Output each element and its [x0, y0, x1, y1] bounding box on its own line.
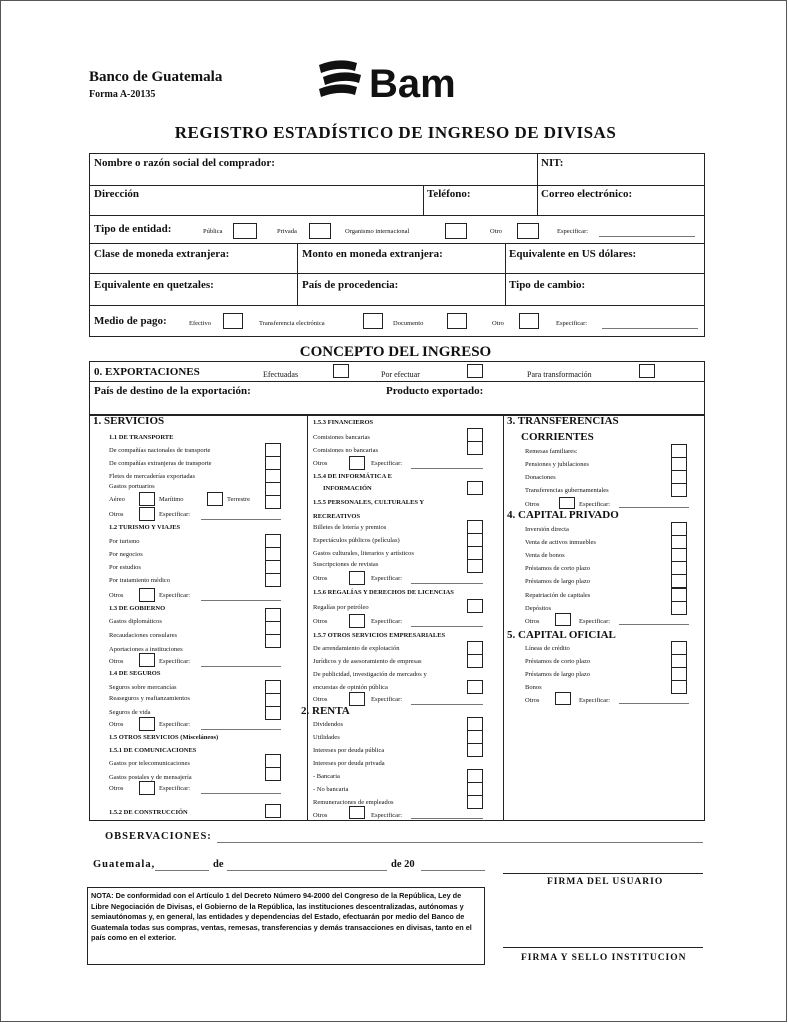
- especificar-field[interactable]: [201, 729, 281, 730]
- informatica-header: 1.5.4 DE INFORMÁTICA E: [313, 473, 392, 480]
- capital-privado-item: Préstamos de corto plazo: [525, 565, 591, 572]
- bam-logo: [317, 57, 477, 105]
- entity-otro-label: Otro: [490, 228, 502, 235]
- especificar-field[interactable]: [411, 818, 483, 819]
- especificar-field[interactable]: [201, 519, 281, 520]
- checkbox[interactable]: [467, 481, 483, 495]
- transferencias-item: Remesas familiares:: [525, 448, 578, 455]
- checkbox[interactable]: [265, 634, 281, 648]
- otros-label: Otros: [109, 785, 124, 792]
- capital-oficial-item: Líneas de crédito: [525, 645, 570, 652]
- checkbox[interactable]: [265, 621, 281, 635]
- checkbox[interactable]: [467, 680, 483, 694]
- renta-item: Remuneraciones de empleados: [313, 799, 394, 806]
- signature-line: [503, 947, 703, 948]
- exchange-rate-label: Tipo de cambio:: [509, 279, 586, 291]
- date-de-label: de: [213, 859, 224, 870]
- checkbox[interactable]: [467, 795, 483, 809]
- financieros-header: 1.5.3 FINANCIEROS: [313, 419, 374, 426]
- transferencias-header-cont: CORRIENTES: [521, 431, 594, 443]
- checkbox[interactable]: [467, 654, 483, 668]
- capital-oficial-item: Préstamos de corto plazo: [525, 658, 591, 665]
- personales-item: Gastos culturales, literarios y artísticos: [313, 550, 414, 557]
- otros-label: Otros: [313, 618, 328, 625]
- para-transformacion-label: Para transformación: [527, 370, 592, 379]
- concepto-title: CONCEPTO DEL INGRESO: [299, 344, 492, 360]
- personales-header: 1.5.5 PERSONALES, CULTURALES Y: [313, 499, 425, 506]
- comunicaciones-item: Gastos postales y de mensajería: [109, 774, 192, 781]
- turismo-item: Por tratamiento médico: [109, 577, 171, 584]
- especificar-field[interactable]: [619, 507, 689, 508]
- especificar-field[interactable]: [201, 600, 281, 601]
- otros-checkbox[interactable]: [349, 456, 365, 470]
- checkbox[interactable]: [265, 534, 281, 548]
- por-efectuar-label: Por efectuar: [381, 370, 420, 379]
- servicios-header: 1. SERVICIOS: [93, 415, 165, 427]
- form-title: REGISTRO ESTADÍSTICO DE INGRESO DE DIVISAS: [174, 123, 617, 142]
- checkbox[interactable]: [467, 743, 483, 757]
- checkbox[interactable]: [265, 443, 281, 457]
- otros-label: Otros: [109, 592, 124, 599]
- especificar-label: Especificar:: [579, 501, 611, 508]
- checkbox[interactable]: [265, 693, 281, 707]
- checkbox[interactable]: [265, 706, 281, 720]
- gobierno-item: Gastos diplomáticos: [109, 618, 162, 625]
- empresariales-item: De arrendamiento de explotación: [313, 645, 400, 652]
- otros-checkbox[interactable]: [349, 806, 365, 819]
- otros-label: Otros: [313, 696, 328, 703]
- checkbox[interactable]: [265, 547, 281, 561]
- entity-privada-checkbox[interactable]: [309, 223, 331, 239]
- transporte-header: 1.1 DE TRANSPORTE: [109, 434, 174, 441]
- checkbox[interactable]: [467, 641, 483, 655]
- checkbox[interactable]: [467, 546, 483, 560]
- aereo-label: Aéreo: [109, 496, 125, 503]
- entity-type-label: Tipo de entidad:: [94, 223, 172, 235]
- especificar-field[interactable]: [411, 704, 483, 705]
- otros-checkbox[interactable]: [139, 588, 155, 602]
- especificar-label: Especificar:: [371, 696, 403, 703]
- checkbox[interactable]: [467, 520, 483, 534]
- exportaciones-header: 0. EXPORTACIONES: [94, 366, 200, 378]
- checkbox[interactable]: [265, 767, 281, 781]
- capital-privado-header: 4. CAPITAL PRIVADO: [507, 509, 619, 521]
- otros-label: Otros: [525, 697, 540, 704]
- otros-label: Otros: [525, 618, 540, 625]
- gobierno-item: Recaudaciones consulares: [109, 632, 178, 639]
- maritimo-checkbox[interactable]: [207, 492, 223, 506]
- efectuadas-checkbox[interactable]: [333, 364, 349, 378]
- renta-item: - Bancaria: [313, 773, 340, 780]
- transporte-item: Gastos portuarios: [109, 483, 155, 490]
- maritimo-label: Marítimo: [159, 496, 184, 503]
- otros-checkbox[interactable]: [139, 781, 155, 795]
- checkbox[interactable]: [265, 804, 281, 818]
- transferencias-item: Transferencias gubernamentales: [525, 487, 609, 494]
- otros-checkbox[interactable]: [349, 692, 365, 706]
- firma-sello-label: FIRMA Y SELLO INSTITUCION: [521, 953, 687, 963]
- checkbox[interactable]: [467, 782, 483, 796]
- checkbox[interactable]: [467, 769, 483, 783]
- especificar-label: Especificar:: [371, 618, 403, 625]
- terrestre-label: Terrestre: [227, 496, 251, 503]
- especificar-label: Especificar:: [579, 697, 611, 704]
- pay-efectivo-checkbox[interactable]: [223, 313, 243, 329]
- otros-label: Otros: [525, 501, 540, 508]
- logo-text: Bam: [369, 62, 456, 105]
- capital-privado-item: Inversión directa: [525, 526, 569, 533]
- otros-label: Otros: [109, 721, 124, 728]
- entity-organismo-label: Organismo internacional: [345, 228, 410, 235]
- checkbox[interactable]: [467, 559, 483, 573]
- checkbox[interactable]: [671, 641, 687, 655]
- especificar-label: Especificar:: [159, 721, 191, 728]
- especificar-field[interactable]: [619, 703, 689, 704]
- amount-label: Monto en moneda extranjera:: [302, 248, 443, 260]
- checkbox[interactable]: [671, 561, 687, 575]
- turismo-item: Por turismo: [109, 538, 140, 545]
- form-code: Forma A-20135: [89, 89, 156, 100]
- entity-publica-checkbox[interactable]: [233, 223, 257, 239]
- especificar-field[interactable]: [411, 626, 483, 627]
- especificar-field[interactable]: [619, 624, 689, 625]
- country-label: País de procedencia:: [302, 279, 399, 291]
- otros-checkbox[interactable]: [559, 497, 575, 509]
- comunicaciones-header: 1.5.1 DE COMUNICACIONES: [109, 747, 197, 754]
- capital-oficial-header: 5. CAPITAL OFICIAL: [507, 629, 616, 641]
- capital-privado-item: Depósitos: [525, 605, 551, 612]
- address-label: Dirección: [94, 188, 140, 200]
- por-efectuar-checkbox[interactable]: [467, 364, 483, 378]
- gobierno-header: 1.3 DE GOBIERNO: [109, 605, 166, 612]
- currency-class-label: Clase de moneda extranjera:: [94, 248, 230, 260]
- entity-publica-label: Pública: [203, 228, 223, 235]
- turismo-header: 1.2 TURISMO Y VIAJES: [109, 524, 181, 531]
- pay-especificar-label: Especificar:: [556, 320, 588, 327]
- renta-item: Utilidades: [313, 734, 340, 741]
- especificar-label: Especificar:: [159, 511, 191, 518]
- checkbox[interactable]: [265, 754, 281, 768]
- otros-checkbox[interactable]: [349, 614, 365, 628]
- especificar-field[interactable]: [411, 583, 483, 584]
- date-year-field[interactable]: [421, 870, 485, 871]
- capital-privado-item: Préstamos de largo plazo: [525, 578, 591, 585]
- comunicaciones-item: Gastos por telecomunicaciones: [109, 760, 190, 767]
- seguros-item: Seguros de vida: [109, 709, 151, 716]
- pay-especificar-field[interactable]: [602, 328, 698, 329]
- empresariales-item: Jurídicos y de asesoramiento de empresas: [313, 658, 422, 665]
- observaciones-field[interactable]: [217, 842, 703, 843]
- capital-oficial-item: Préstamos de largo plazo: [525, 671, 591, 678]
- checkbox[interactable]: [671, 548, 687, 562]
- renta-item: Dividendos: [313, 721, 343, 728]
- signature-line: [503, 873, 703, 874]
- otros-checkbox[interactable]: [349, 571, 365, 585]
- checkbox[interactable]: [671, 680, 687, 694]
- especificar-label: Especificar:: [579, 618, 611, 625]
- informatica-header-cont: INFORMACIÓN: [323, 485, 372, 492]
- personales-item: Billetes de lotería y premios: [313, 524, 387, 531]
- renta-item: Intereses por deuda pública: [313, 747, 385, 754]
- checkbox[interactable]: [671, 483, 687, 497]
- checkbox[interactable]: [671, 588, 687, 602]
- transferencias-header: 3. TRANSFERENCIAS: [507, 415, 619, 427]
- otros-label: Otros: [313, 812, 328, 819]
- turismo-item: Por negocios: [109, 551, 143, 558]
- date-day-field[interactable]: [155, 870, 209, 871]
- email-label: Correo electrónico:: [541, 188, 633, 200]
- otros-label: Otros: [313, 460, 328, 467]
- renta-item: - No bancaria: [313, 786, 349, 793]
- seguros-item: Seguros sobre mercancías: [109, 684, 177, 691]
- empresariales-item: De publicidad, investigación de mercados y: [313, 671, 427, 678]
- especificar-label: Especificar:: [159, 785, 191, 792]
- pay-transferencia-label: Transferencia electrónica: [259, 320, 325, 327]
- entity-otro-checkbox[interactable]: [517, 223, 539, 239]
- transporte-item: Fletes de mercaderías exportadas: [109, 473, 196, 480]
- otros-servicios-header: 1.5 OTROS SERVICIOS (Misceláneos): [109, 734, 219, 741]
- checkbox[interactable]: [467, 599, 483, 613]
- otros-label: Otros: [109, 511, 124, 518]
- empresariales-header: 1.5.7 OTROS SERVICIOS EMPRESARIALES: [313, 632, 446, 639]
- date-month-field[interactable]: [227, 870, 387, 871]
- checkbox[interactable]: [265, 608, 281, 622]
- checkbox[interactable]: [265, 482, 281, 496]
- usd-label: Equivalente en US dólares:: [509, 248, 637, 260]
- destino-label: País de destino de la exportación:: [94, 385, 251, 397]
- guatemala-label: Guatemala,: [93, 859, 156, 870]
- personales-header-cont: RECREATIVOS: [313, 513, 361, 520]
- phone-label: Teléfono:: [427, 188, 471, 200]
- transporte-item: De compañías nacionales de transporte: [109, 447, 211, 454]
- transporte-item: De compañías extranjeras de transporte: [109, 460, 212, 467]
- checkbox[interactable]: [671, 470, 687, 484]
- gtq-label: Equivalente en quetzales:: [94, 279, 214, 291]
- buyer-name-label: Nombre o razón social del comprador:: [94, 157, 275, 169]
- checkbox[interactable]: [671, 601, 687, 615]
- legal-note: NOTA: De conformidad con el Artículo 1 del Decreto Número 94-2000 del Congreso de la República, Ley de Libre Negociación de Divisas, el Gobierno de la República, las instituciones descentralizadas, autónomas y semiautónomas y, en general, las entidades y dependencias del Estado, efectuarán por medio del Banco de Guatemala todas sus compras, ventas, remesas, transferencias y demás transacciones en divisas, tanto en el país como en el exterior.: [87, 887, 485, 965]
- entity-privada-label: Privada: [277, 228, 297, 235]
- bam-logo-icon: [317, 57, 477, 105]
- personales-item: Suscripciones de revistas: [313, 561, 379, 568]
- nit-label: NIT:: [541, 157, 564, 169]
- capital-privado-item: Repatriación de capitales: [525, 592, 591, 599]
- construccion-header: 1.5.2 DE CONSTRUCCIÓN: [109, 809, 188, 816]
- checkbox[interactable]: [671, 457, 687, 471]
- checkbox[interactable]: [671, 574, 687, 588]
- firma-usuario-label: FIRMA DEL USUARIO: [547, 877, 664, 887]
- regalias-header: 1.5.6 REGALÍAS Y DERECHOS DE LICENCIAS: [313, 589, 454, 596]
- otros-checkbox[interactable]: [139, 507, 155, 521]
- checkbox[interactable]: [265, 456, 281, 470]
- observaciones-label: OBSERVACIONES:: [105, 831, 212, 842]
- checkbox[interactable]: [265, 560, 281, 574]
- especificar-label: Especificar:: [371, 460, 403, 467]
- checkbox[interactable]: [671, 667, 687, 681]
- seguros-header: 1.4 DE SEGUROS: [109, 670, 161, 677]
- entity-especificar-label: Especificar:: [557, 228, 589, 235]
- financieros-item: Comisiones bancarias: [313, 434, 370, 441]
- otros-label: Otros: [313, 575, 328, 582]
- especificar-label: Especificar:: [159, 592, 191, 599]
- turismo-item: Por estudios: [109, 564, 141, 571]
- para-transformacion-checkbox[interactable]: [639, 364, 655, 378]
- checkbox[interactable]: [671, 654, 687, 668]
- date-year-label: de 20: [391, 859, 415, 870]
- entity-organismo-checkbox[interactable]: [445, 223, 467, 239]
- renta-header: 2. RENTA: [301, 705, 350, 717]
- checkbox[interactable]: [467, 428, 483, 442]
- otros-checkbox[interactable]: [555, 613, 571, 626]
- especificar-field[interactable]: [201, 793, 281, 794]
- pay-transferencia-checkbox[interactable]: [363, 313, 383, 329]
- checkbox[interactable]: [671, 522, 687, 536]
- capital-oficial-item: Bonos: [525, 684, 542, 691]
- checkbox[interactable]: [671, 535, 687, 549]
- gobierno-item: Aportaciones a instituciones: [109, 646, 183, 653]
- capital-privado-item: Venta de activos inmuebles: [525, 539, 596, 546]
- capital-privado-item: Venta de bonos: [525, 552, 565, 559]
- especificar-field[interactable]: [411, 468, 483, 469]
- empresariales-item: encuestas de opinión pública: [313, 684, 388, 691]
- otros-checkbox[interactable]: [139, 653, 155, 667]
- pay-otro-label: Otro: [492, 320, 504, 327]
- pay-documento-checkbox[interactable]: [447, 313, 467, 329]
- otros-label: Otros: [109, 658, 124, 665]
- especificar-label: Especificar:: [159, 658, 191, 665]
- checkbox[interactable]: [467, 730, 483, 744]
- pay-otro-checkbox[interactable]: [519, 313, 539, 329]
- otros-checkbox[interactable]: [555, 692, 571, 705]
- entity-especificar-field[interactable]: [599, 236, 695, 237]
- efectuadas-label: Efectuadas: [263, 370, 299, 379]
- producto-label: Producto exportado:: [386, 385, 484, 397]
- checkbox[interactable]: [265, 573, 281, 587]
- checkbox[interactable]: [265, 469, 281, 483]
- pay-efectivo-label: Efectivo: [189, 320, 212, 327]
- transferencias-item: Donaciones: [525, 474, 556, 481]
- especificar-label: Especificar:: [371, 812, 403, 819]
- checkbox[interactable]: [467, 533, 483, 547]
- regalias-item: Regalías por petróleo: [313, 604, 369, 611]
- aereo-checkbox[interactable]: [139, 492, 155, 506]
- otros-checkbox[interactable]: [139, 717, 155, 731]
- renta-item: Intereses por deuda privada: [313, 760, 385, 767]
- bank-name: Banco de Guatemala: [89, 69, 223, 85]
- checkbox[interactable]: [265, 680, 281, 694]
- buyer-info-box: [89, 153, 705, 337]
- financieros-item: Comisiones no bancarias: [313, 447, 378, 454]
- checkbox[interactable]: [467, 717, 483, 731]
- especificar-field[interactable]: [201, 666, 281, 667]
- seguros-item: Reaseguros y reafianzamientos: [109, 695, 190, 702]
- payment-label: Medio de pago:: [94, 315, 167, 327]
- checkbox[interactable]: [467, 441, 483, 455]
- pay-documento-label: Documento: [393, 320, 424, 327]
- transferencias-item: Pensiones y jubilaciones: [525, 461, 589, 468]
- terrestre-checkbox[interactable]: [265, 495, 281, 509]
- personales-item: Espectáculos públicos (películas): [313, 537, 400, 544]
- checkbox[interactable]: [671, 444, 687, 458]
- especificar-label: Especificar:: [371, 575, 403, 582]
